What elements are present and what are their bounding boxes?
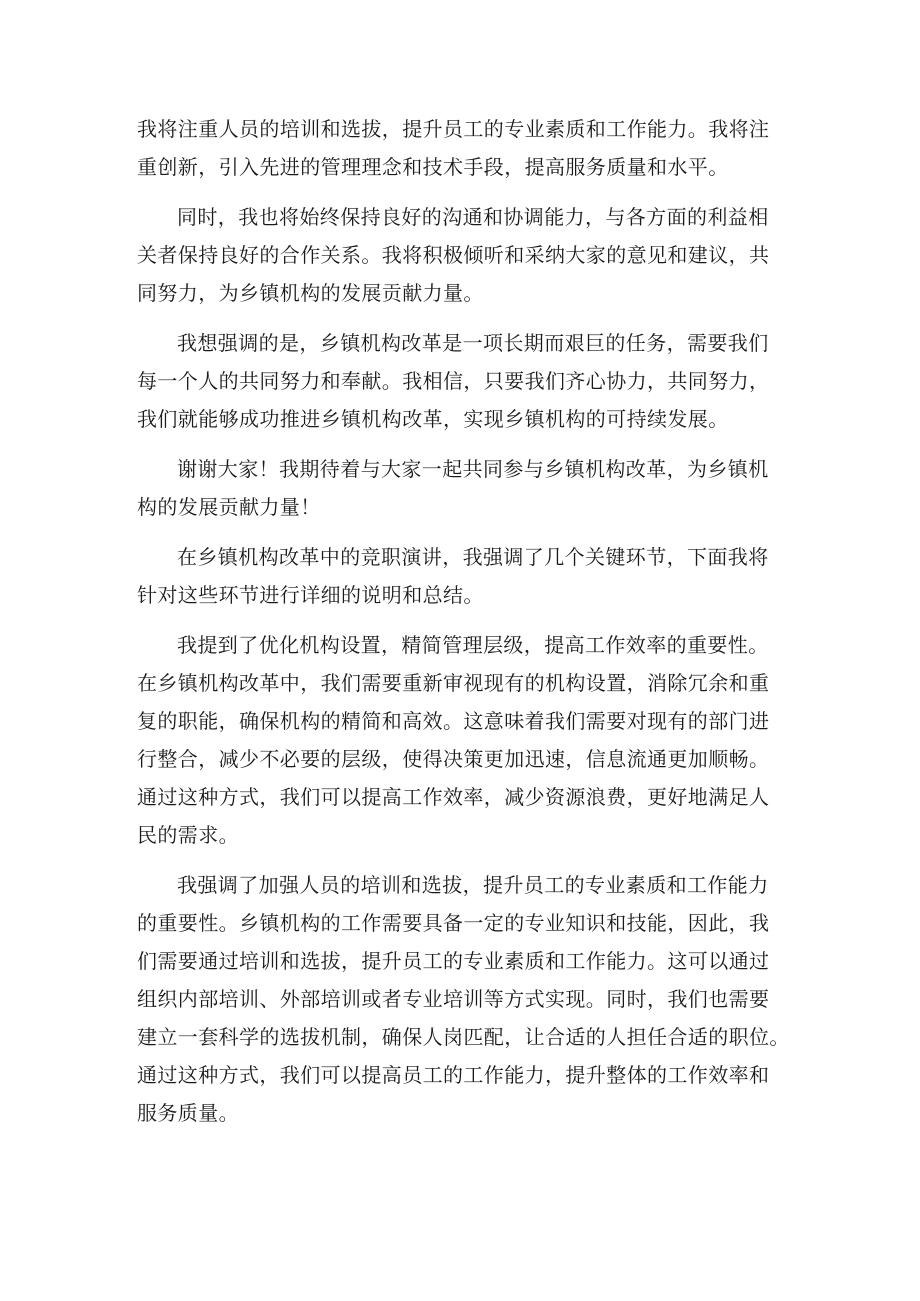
- paragraph-line: 服务质量。: [137, 1101, 239, 1125]
- paragraph-line: 我想强调的是，乡镇机构改革是一项长期而艰巨的任务，需要我们: [177, 331, 769, 355]
- paragraph-line: 我们就能够成功推进乡镇机构改革，实现乡镇机构的可持续发展。: [137, 407, 729, 431]
- document-body: [137, 110, 790, 1144]
- paragraph-line: 谢谢大家！我期待着与大家一起共同参与乡镇机构改革，为乡镇机: [177, 457, 769, 481]
- paragraph-line: 通过这种方式，我们可以提高工作效率，减少资源浪费，更好地满足人: [137, 785, 770, 809]
- paragraph-6: [137, 626, 787, 854]
- paragraph-line: 重创新，引入先进的管理理念和技术手段，提高服务质量和水平。: [137, 155, 729, 179]
- paragraph-line: 们需要通过培训和选拔，提升员工的专业素质和工作能力。这可以通过: [137, 949, 770, 973]
- paragraph-line: 每一个人的共同努力和奉献。我相信，只要我们齐心协力，共同努力，: [137, 369, 770, 393]
- paragraph-line: 针对这些环节进行详细的说明和总结。: [137, 583, 484, 607]
- paragraph-line: 民的需求。: [137, 823, 239, 847]
- paragraph-line: 建立一套科学的选拔机制，确保人岗匹配，让合适的人担任合适的职位。: [137, 1025, 790, 1049]
- paragraph-4: [137, 450, 787, 526]
- paragraph-1: [137, 110, 787, 186]
- paragraph-line: 组织内部培训、外部培训或者专业培训等方式实现。同时，我们也需要: [137, 987, 770, 1011]
- paragraph-line: 复的职能，确保机构的精简和高效。这意味着我们需要对现有的部门进: [137, 709, 770, 733]
- paragraph-line: 我将注重人员的培训和选拔，提升员工的专业素质和工作能力。我将注: [137, 117, 770, 141]
- paragraph-5: [137, 538, 787, 614]
- paragraph-line: 我强调了加强人员的培训和选拔，提升员工的专业素质和工作能力: [177, 873, 769, 897]
- paragraph-line: 我提到了优化机构设置，精简管理层级，提高工作效率的重要性。: [177, 633, 769, 657]
- paragraph-line: 在乡镇机构改革中的竞职演讲，我强调了几个关键环节，下面我将: [177, 545, 769, 569]
- paragraph-line: 行整合，减少不必要的层级，使得决策更加迅速，信息流通更加顺畅。: [137, 747, 770, 771]
- paragraph-line: 关者保持良好的合作关系。我将积极倾听和采纳大家的意见和建议，共: [137, 243, 770, 267]
- paragraph-line: 同努力，为乡镇机构的发展贡献力量。: [137, 281, 484, 305]
- paragraph-2: [137, 198, 787, 312]
- paragraph-7: [137, 866, 790, 1132]
- paragraph-line: 在乡镇机构改革中，我们需要重新审视现有的机构设置，消除冗余和重: [137, 671, 770, 695]
- paragraph-line: 构的发展贡献力量！: [137, 495, 321, 519]
- paragraph-line: 的重要性。乡镇机构的工作需要具备一定的专业知识和技能，因此，我: [137, 911, 770, 935]
- paragraph-line: 通过这种方式，我们可以提高员工的工作能力，提升整体的工作效率和: [137, 1063, 770, 1087]
- paragraph-3: [137, 324, 787, 438]
- paragraph-line: 同时，我也将始终保持良好的沟通和协调能力，与各方面的利益相: [177, 205, 769, 229]
